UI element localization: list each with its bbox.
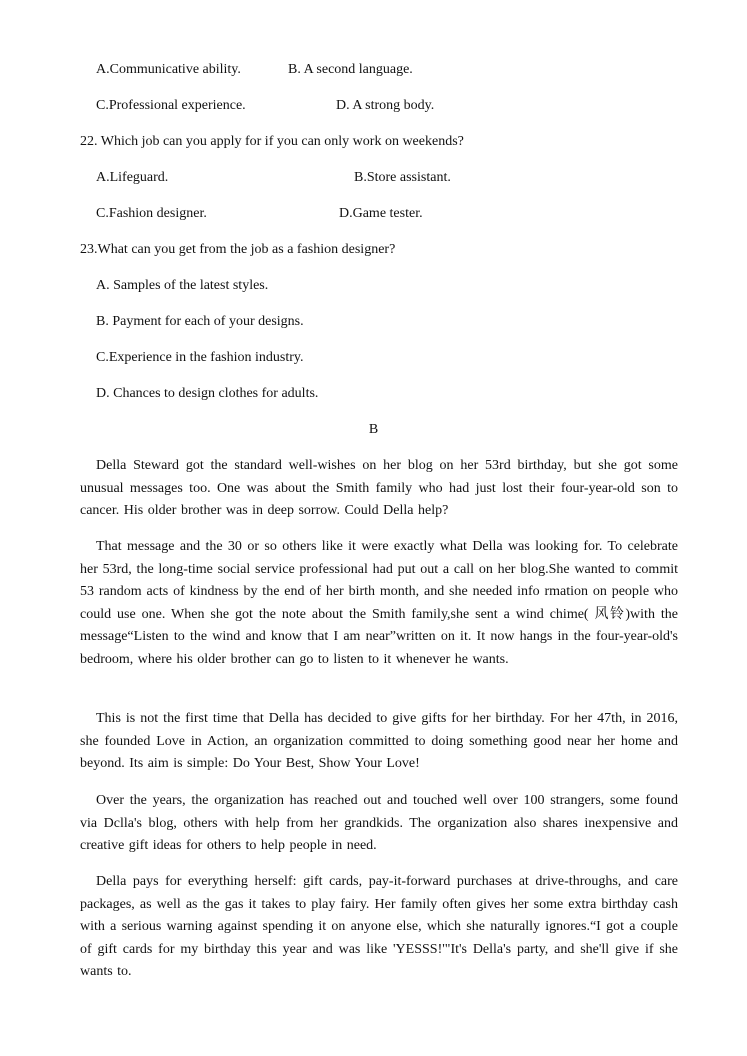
q22-option-a: A.Lifeguard.: [96, 170, 169, 185]
passage-paragraph-2: That message and the 30 or so others like it were exactly what Della was looking for. To celebrate her 53rd, the long-time social service professional had put out a call on her blog.She wanted to commit 53 random acts of kindness by the end of her birth month, and she needed info rmation on people who could use one. When she got the note about the Smith family,she sent a wind chime( 风铃)with the message“Listen to the wind and know that I am near”written on it. It now hangs in the four-year-old's bedroom, where his older brother can go to listen to it whenever he wants.: [80, 539, 678, 667]
q21-option-a: A.Communicative ability.: [96, 62, 241, 77]
q22-option-c: C.Fashion designer.: [96, 206, 207, 221]
q21-options-row-1: [96, 61, 656, 79]
section-label-b: B: [368, 422, 379, 437]
q22-option-d: D.Game tester.: [339, 206, 423, 221]
q23-option-a: A. Samples of the latest styles.: [96, 278, 269, 293]
passage-paragraph-5: Della pays for everything herself: gift cards, pay-it-forward purchases at drive-throughs, and care packages, as well as the gas it takes to play fairy. Her family often gives her some extra birthday cash with a serious warning against spending it on anyone else, which she naturally ignores.“I got a couple of gift cards for my birthday this year and was like 'YESSS!'"It's Della's party, and she'll give if she wants to.: [80, 874, 678, 980]
q22-options-row-2: [96, 205, 656, 223]
q21-options-row-2: [96, 97, 656, 115]
q23-option-d: D. Chances to design clothes for adults.: [96, 386, 319, 401]
q23-question: 23.What can you get from the job as a fashion designer?: [80, 242, 396, 257]
q22-option-b: B.Store assistant.: [354, 170, 451, 185]
passage-paragraph-1: Della Steward got the standard well-wishes on her blog on her 53rd birthday, but she got some unusual messages too. One was about the Smith family who had just lost their four-year-old son to cancer. His older brother was in deep sorrow. Could Della help?: [80, 458, 678, 519]
passage-paragraph-4: Over the years, the organization has reached out and touched well over 100 strangers, some found via Dclla's blog, others with help from her grandkids. The organization also shares inexpensive and creative gift ideas for others to help people in need.: [80, 793, 678, 854]
q23-option-b: B. Payment for each of your designs.: [96, 314, 304, 329]
q22-question: 22. Which job can you apply for if you can only work on weekends?: [80, 134, 464, 149]
q22-options-row-1: [96, 169, 656, 187]
q23-option-c: C.Experience in the fashion industry.: [96, 350, 304, 365]
q21-option-b: B. A second language.: [288, 62, 413, 77]
q21-option-c: C.Professional experience.: [96, 98, 246, 113]
passage-paragraph-3: This is not the first time that Della has decided to give gifts for her birthday. For her 47th, in 2016, she founded Love in Action, an organization committed to doing something good near her home and beyond. Its aim is simple: Do Your Best, Show Your Love!: [80, 711, 678, 772]
q21-option-d: D. A strong body.: [336, 98, 435, 113]
